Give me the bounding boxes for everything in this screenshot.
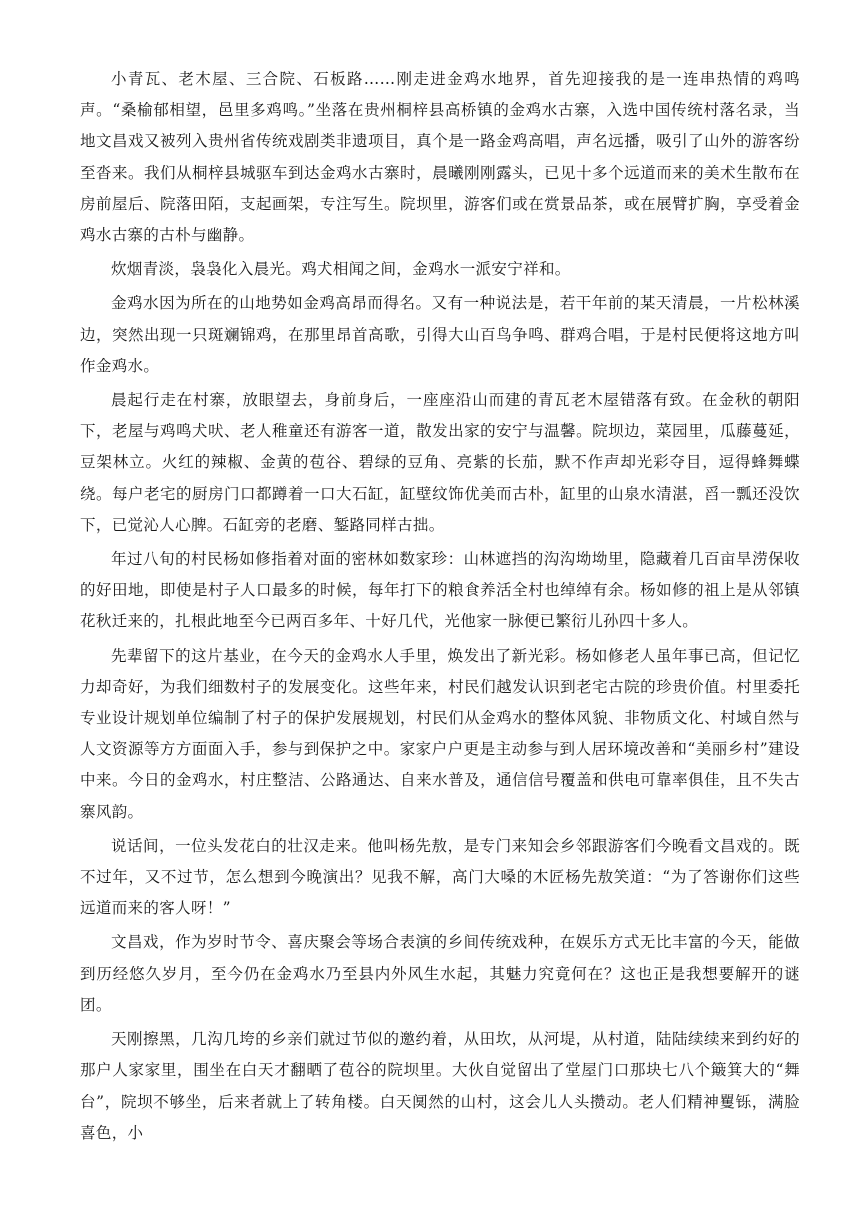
paragraph: 炊烟青淡，袅袅化入晨光。鸡犬相闻之间，金鸡水一派安宁祥和。 (111, 260, 571, 279)
paragraph: 小青瓦、老木屋、三合院、石板路……刚走进金鸡水地界，首先迎接我的是一连串热情的鸡鸣声。“桑榆郁相望，邑里多鸡鸣。”坐落在贵州桐梓县高桥镇的金鸡水古寨，入选中国传统村落名录，当地文昌戏又被列入贵州省传统戏剧类非遗项目，真个是一路金鸡高唱，声名远播，吸引了山外的游客纷至沓来。我们从桐梓县城驱车到达金鸡水古寨时，晨曦刚刚露头，已见十多个远道而来的美术生散布在房前屋后、院落田陌，支起画架，专注写生。院坝里，游客们或在赏景品茶，或在展臂扩胸，享受着金鸡水古寨的古朴与幽静。 (80, 70, 800, 245)
paragraph: 年过八旬的村民杨如修指着对面的密林如数家珍：山林遮挡的沟沟坳坳里，隐藏着几百亩旱涝保收的好田地，即使是村子人口最多的时候，每年打下的粮食养活全村也绰绰有余。杨如修的祖上是从邻镇花秋迁来的，扎根此地至今已两百多年、十好几代，光他家一脉便已繁衍儿孙四十多人。 (80, 550, 800, 631)
article-body (80, 64, 800, 1152)
paragraph: 先辈留下的这片基业，在今天的金鸡水人手里，焕发出了新光彩。杨如修老人虽年事已高，但记忆力却奇好，为我们细数村子的发展变化。这些年来，村民们越发认识到老宅古院的珍贵价值。村里委托专业设计规划单位编制了村子的保护发展规划，村民们从金鸡水的整体风貌、非物质文化、村域自然与人文资源等方方面面入手，参与到保护之中。家家户户更是主动参与到人居环境改善和“美丽乡村”建设中来。今日的金鸡水，村庄整洁、公路通达、自来水普及，通信信号覆盖和供电可靠率俱佳，且不失古寨风韵。 (80, 646, 800, 821)
paragraph: 晨起行走在村寨，放眼望去，身前身后，一座座沿山而建的青瓦老木屋错落有致。在金秋的朝阳下，老屋与鸡鸣犬吠、老人稚童还有游客一道，散发出家的安宁与温馨。院坝边，菜园里，瓜藤蔓延，豆架林立。火红的辣椒、金黄的苞谷、碧绿的豆角、亮紫的长茄，默不作声却光彩夺目，逗得蜂舞蝶绕。每户老宅的厨房门口都蹲着一口大石缸，缸壁纹饰优美而古朴，缸里的山泉水清湛，舀一瓢还没饮下，已觉沁人心脾。石缸旁的老磨、錾路同样古拙。 (80, 391, 800, 534)
paragraph: 说话间，一位头发花白的壮汉走来。他叫杨先敖，是专门来知会乡邻跟游客们今晚看文昌戏的。既不过年，又不过节，怎么想到今晚演出？见我不解，高门大嗓的木匠杨先敖笑道：“为了答谢你们这些远道而来的客人呀！” (80, 836, 800, 918)
paragraph: 金鸡水因为所在的山地势如金鸡高昂而得名。又有一种说法是，若干年前的某天清晨，一片松林溪边，突然出现一只斑斓锦鸡，在那里昂首高歌，引得大山百鸟争鸣、群鸡合唱，于是村民便将这地方叫作金鸡水。 (80, 294, 800, 375)
paragraph: 文昌戏，作为岁时节令、喜庆聚会等场合表演的乡间传统戏种，在娱乐方式无比丰富的今天，能做到历经悠久岁月，至今仍在金鸡水乃至县内外风生水起，其魅力究竟何在？这也正是我想要解开的谜团。 (80, 933, 800, 1014)
paragraph: 天刚擦黑，几沟几垮的乡亲们就过节似的邀约着，从田坎，从河堤，从村道，陆陆续续来到约好的那户人家家里，围坐在白天才翻晒了苞谷的院坝里。大伙自觉留出了堂屋门口那块七八个簸箕大的“舞台”，院坝不够坐，后来者就上了转角楼。白天阒然的山村，这会儿人头攒动。老人们精神矍铄，满脸喜色，小 (80, 1030, 800, 1142)
